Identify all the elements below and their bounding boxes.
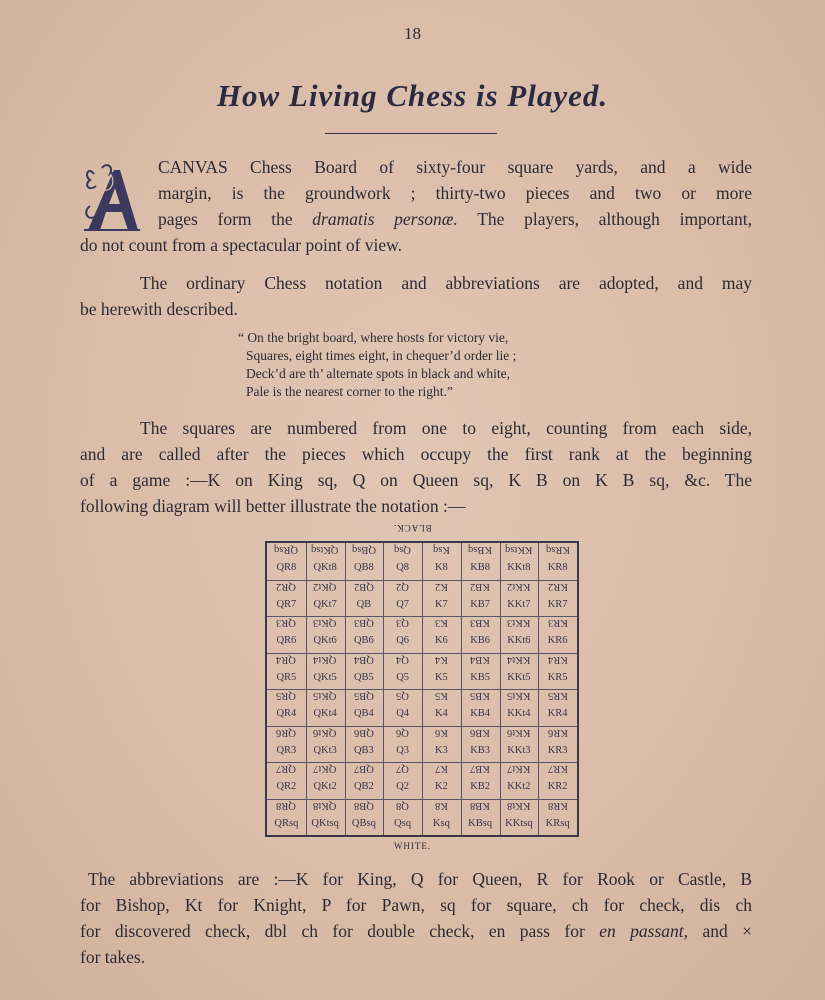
square-label-white: KKt2 xyxy=(507,781,531,792)
square-label-white: QR4 xyxy=(276,708,297,719)
square-label-black: QKt6 xyxy=(313,726,337,738)
square-label-black: K2 xyxy=(434,580,448,592)
verse-line: Pale is the nearest corner to the right.” xyxy=(246,384,453,399)
square-label-black: QR8 xyxy=(276,799,297,811)
square-label-white: K8 xyxy=(434,562,448,573)
square-label-white: KKt7 xyxy=(507,598,531,610)
square-label-white: QKt5 xyxy=(313,671,337,683)
square-label-black: Q2 xyxy=(396,580,410,592)
square-label-white: Q4 xyxy=(396,708,410,719)
text-line: and are called after the pieces which occupy the first rank at the beginning xyxy=(80,444,752,464)
verse-line: Squares, eight times eight, in chequer’d order lie ; xyxy=(246,348,517,363)
square-label-black: QKt8 xyxy=(313,799,337,811)
square-label-white: Q3 xyxy=(396,744,410,756)
text-line: for takes. xyxy=(80,947,146,967)
square-label-black: KR2 xyxy=(547,580,568,592)
verse-quote xyxy=(238,329,598,401)
square-label-white: KB6 xyxy=(470,635,491,646)
square-label-black: KB5 xyxy=(470,690,491,701)
square-label-white: QRsq xyxy=(274,817,299,829)
square-label-white: Q8 xyxy=(396,562,410,573)
square-label-black: QB8 xyxy=(353,799,374,811)
square-label-white: K6 xyxy=(434,635,448,646)
square-label-black: KR4 xyxy=(547,653,568,665)
square-label-black: QB3 xyxy=(353,617,374,628)
square-label-black: KB4 xyxy=(470,653,491,665)
squares-paragraph xyxy=(80,415,752,519)
square-label-white: QB xyxy=(356,598,372,610)
text-line: The abbreviations are :—K for King, Q for Queen, R for Rook or Castle, B xyxy=(88,869,752,889)
notation-paragraph xyxy=(80,270,752,322)
square-label-white: KR5 xyxy=(547,671,568,683)
square-label-black: KB6 xyxy=(470,726,491,738)
square-label-black: K7 xyxy=(434,763,448,774)
square-label-black: KKt5 xyxy=(507,690,531,701)
square-label-white: QR2 xyxy=(276,781,297,792)
square-label-black: K4 xyxy=(434,653,448,665)
square-label-black: KB8 xyxy=(470,799,491,811)
board-label-white: WHITE. xyxy=(393,841,432,851)
text-line: margin, is the groundwork ; thirty-two pieces and two or more xyxy=(158,183,752,203)
square-label-white: KB7 xyxy=(470,598,491,610)
square-label-black: KKt4 xyxy=(507,653,531,665)
square-label-black: K8 xyxy=(434,799,448,811)
square-label-white: K5 xyxy=(434,671,448,683)
square-label-white: KKt4 xyxy=(507,708,531,719)
square-label-black: KBsq xyxy=(468,544,493,555)
square-label-black: K5 xyxy=(434,690,448,701)
square-label-black: QKt4 xyxy=(313,653,337,665)
square-label-black: KKt7 xyxy=(507,763,531,774)
board-label-black: BLACK. xyxy=(393,523,432,533)
square-label-black: QB6 xyxy=(353,726,374,738)
square-label-white: QR7 xyxy=(276,598,297,610)
square-label-black: QR4 xyxy=(276,653,297,665)
square-label-white: Q5 xyxy=(396,671,410,683)
square-label-black: KB7 xyxy=(470,763,491,774)
verse-line: Deck’d are th’ alternate spots in black and white, xyxy=(246,366,511,381)
abbreviations-paragraph xyxy=(80,866,752,970)
square-label-white: K3 xyxy=(434,744,448,756)
square-label-black: KR5 xyxy=(547,690,568,701)
text-line: for Bishop, Kt for Knight, P for Pawn, sq for square, ch for check, dis ch xyxy=(80,895,752,915)
square-label-white: KKt8 xyxy=(507,562,531,573)
square-label-black: KRsq xyxy=(545,544,570,555)
square-label-white: K7 xyxy=(434,598,448,610)
text-line: pages form the dramatis personæ. The players, although important, xyxy=(158,209,752,229)
square-label-white: KR2 xyxy=(547,781,568,792)
square-label-white: QR3 xyxy=(276,744,297,756)
square-label-white: QB2 xyxy=(353,781,374,792)
square-label-white: Ksq xyxy=(432,817,450,829)
square-label-white: Qsq xyxy=(394,817,412,829)
square-label-white: QR8 xyxy=(276,562,297,573)
square-label-black: KKt3 xyxy=(507,617,531,628)
square-label-black: Q8 xyxy=(396,799,410,811)
square-label-white: K4 xyxy=(434,708,448,719)
square-label-white: KRsq xyxy=(545,817,570,829)
square-label-white: KBsq xyxy=(468,817,493,829)
square-label-white: KB4 xyxy=(470,708,491,719)
square-label-white: K2 xyxy=(434,781,448,792)
square-label-white: KKt3 xyxy=(507,744,531,756)
square-label-black: QKtsq xyxy=(311,544,339,555)
square-label-black: KKtsq xyxy=(505,544,533,555)
text-line: do not count from a spectacular point of view. xyxy=(80,235,403,255)
square-label-black: KKt2 xyxy=(507,580,531,592)
square-label-black: Q4 xyxy=(396,653,410,665)
square-label-white: KR3 xyxy=(547,744,568,756)
square-label-black: QR6 xyxy=(276,726,297,738)
square-label-black: QKt5 xyxy=(313,690,337,701)
square-label-black: KB3 xyxy=(470,617,491,628)
square-label-black: KKt8 xyxy=(507,799,531,811)
square-label-white: QB4 xyxy=(353,708,374,719)
square-label-white: QKt6 xyxy=(313,635,337,646)
text-line: for discovered check, dbl ch for double check, en pass for en passant, and × xyxy=(80,921,753,941)
square-label-white: Q7 xyxy=(396,598,410,610)
square-label-white: KKt5 xyxy=(507,671,531,683)
square-label-white: KKt6 xyxy=(507,635,531,646)
square-label-black: KR6 xyxy=(547,726,568,738)
chess-notation-board xyxy=(265,541,579,837)
square-label-black: KR7 xyxy=(547,763,568,774)
page-title: How Living Chess is Played. xyxy=(216,78,609,113)
square-label-white: KB3 xyxy=(470,744,491,756)
square-label-white: QB8 xyxy=(353,562,374,573)
square-label-white: KKtsq xyxy=(505,817,533,829)
square-label-white: QKt7 xyxy=(313,598,337,610)
intro-paragraph xyxy=(80,154,752,258)
verse-line: “ On the bright board, where hosts for victory vie, xyxy=(238,330,509,345)
square-label-black: QB5 xyxy=(353,690,374,701)
square-label-white: QKt4 xyxy=(313,708,337,719)
square-label-black: QR7 xyxy=(276,763,297,774)
square-label-black: QKt7 xyxy=(313,763,337,774)
square-label-black: Q3 xyxy=(396,617,410,628)
square-label-white: QR6 xyxy=(276,635,297,646)
square-label-black: QKt2 xyxy=(313,580,337,592)
title-rule xyxy=(325,133,497,134)
square-label-white: QB6 xyxy=(353,635,374,646)
square-label-black: QB7 xyxy=(353,763,374,774)
page-number: 18 xyxy=(404,24,421,43)
text-line: The ordinary Chess notation and abbreviations are adopted, and may xyxy=(140,273,752,293)
square-label-white: QB3 xyxy=(353,744,374,756)
square-label-black: QR2 xyxy=(276,580,297,592)
text-line: following diagram will better illustrate the notation :— xyxy=(80,496,466,516)
square-label-black: Ksq xyxy=(432,544,450,555)
square-label-white: KB5 xyxy=(470,671,491,683)
square-label-black: QB2 xyxy=(353,580,374,592)
square-label-black: KR8 xyxy=(547,799,568,811)
square-label-black: Q7 xyxy=(396,763,410,774)
initial-letter: A xyxy=(116,220,124,231)
text-line: CANVAS Chess Board of sixty-four square yards, and a wide xyxy=(158,157,752,177)
square-label-white: QB5 xyxy=(353,671,374,683)
square-label-white: QR5 xyxy=(276,671,297,683)
square-label-black: KKt6 xyxy=(507,726,531,738)
square-label-white: Q6 xyxy=(396,635,410,646)
square-label-white: KR6 xyxy=(547,635,568,646)
square-label-white: KR4 xyxy=(547,708,568,719)
square-label-black: QR5 xyxy=(276,690,297,701)
square-label-white: Q2 xyxy=(396,781,410,792)
square-label-black: QB4 xyxy=(353,653,374,665)
text-line: be herewith described. xyxy=(80,299,238,319)
square-label-black: Qsq xyxy=(394,544,412,555)
square-label-white: QKt2 xyxy=(313,781,337,792)
square-label-black: QBsq xyxy=(351,544,376,555)
text-line: of a game :—K on King sq, Q on Queen sq, K B on K B sq, &c. The xyxy=(80,470,752,490)
square-label-black: KR3 xyxy=(547,617,568,628)
square-label-black: KB2 xyxy=(470,580,491,592)
square-label-white: QKt8 xyxy=(313,562,337,573)
square-label-white: QKtsq xyxy=(311,817,339,829)
square-label-black: QRsq xyxy=(274,544,299,555)
square-label-black: K3 xyxy=(434,617,448,628)
text-line: The squares are numbered from one to eight, counting from each side, xyxy=(140,418,752,438)
square-label-black: Q6 xyxy=(396,726,410,738)
square-label-white: KR7 xyxy=(547,598,568,610)
square-label-black: QR3 xyxy=(276,617,297,628)
square-label-white: KB2 xyxy=(470,781,491,792)
square-label-white: KB8 xyxy=(470,562,491,573)
square-label-white: QKt3 xyxy=(313,744,337,756)
square-label-black: Q5 xyxy=(396,690,410,701)
square-label-white: QBsq xyxy=(351,817,376,829)
square-label-white: KR8 xyxy=(547,562,568,573)
square-label-black: QKt3 xyxy=(313,617,337,628)
square-label-black: K6 xyxy=(434,726,448,738)
